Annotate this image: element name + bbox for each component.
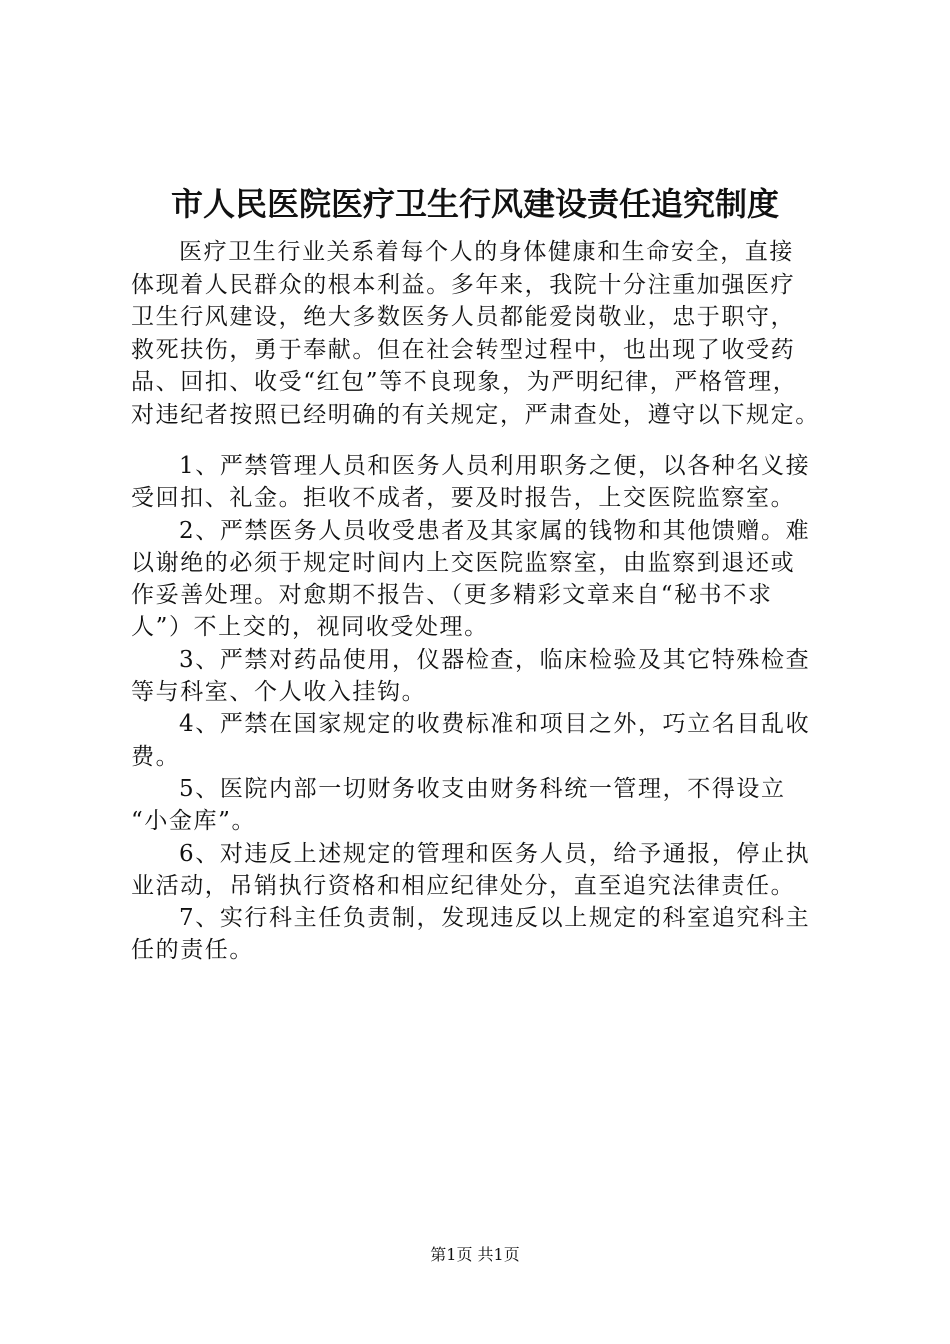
intro-paragraph	[131, 236, 831, 431]
intro-line: 体现着人民群众的根本利益。多年来，我院十分注重加强医疗	[131, 271, 796, 298]
rule-line: 任的责任。	[131, 937, 254, 964]
rule-line: 6、对违反上述规定的管理和医务人员，给予通报，停止执	[179, 840, 811, 867]
intro-line: 医疗卫生行业关系着每个人的身体健康和生命安全，直接	[179, 239, 794, 265]
intro-line: 品、回扣、收受“红包”等不良现象，为严明纪律，严格管理，	[131, 369, 798, 395]
rule-line: 费。	[131, 743, 181, 770]
rule-item-6	[131, 838, 831, 903]
rule-line: 等与科室、个人收入挂钩。	[131, 679, 427, 706]
rule-line: 人”）不上交的，视同收受处理。	[131, 614, 489, 641]
rule-item-1	[131, 450, 831, 515]
rule-item-3	[131, 644, 831, 709]
rule-line: 以谢绝的必须于规定时间内上交医院监察室，由监察到退还或	[131, 549, 796, 576]
page-footer: 第1页 共1页	[430, 1245, 520, 1264]
rule-item-5	[131, 773, 831, 838]
rule-line: 7、实行科主任负责制，发现违反以上规定的科室追究科主	[179, 905, 811, 932]
intro-line: 对违纪者按照已经明确的有关规定，严肃查处，遵守以下规定。	[131, 401, 820, 428]
rule-line: 5、医院内部一切财务收支由财务科统一管理，不得设立	[179, 775, 786, 802]
rule-line: “小金库”。	[131, 808, 257, 835]
page-title: 市人民医院医疗卫生行风建设责任追究制度	[170, 185, 779, 223]
rule-line: 2、严禁医务人员收受患者及其家属的钱物和其他馈赠。难	[179, 517, 811, 544]
rule-line: 受回扣、礼金。拒收不成者，要及时报告，上交医院监察室。	[131, 485, 796, 512]
intro-line: 卫生行风建设，绝大多数医务人员都能爱岗敬业，忠于职守，	[131, 304, 796, 330]
rule-item-2	[131, 515, 831, 644]
rule-line: 作妥善处理。对愈期不报告、（更多精彩文章来自“秘书不求	[131, 582, 773, 609]
rule-line: 4、严禁在国家规定的收费标准和项目之外，巧立名目乱收	[179, 711, 811, 738]
rule-line: 1、严禁管理人员和医务人员利用职务之便，以各种名义接	[179, 453, 811, 479]
rule-line: 业活动，吊销执行资格和相应纪律处分，直至追究法律责任。	[131, 872, 796, 899]
rule-line: 3、严禁对药品使用，仪器检查，临床检验及其它特殊检查	[179, 646, 811, 673]
rule-item-7	[131, 902, 831, 967]
intro-line: 救死扶伤，勇于奉献。但在社会转型过程中，也出现了收受药	[131, 336, 796, 363]
rule-item-4	[131, 708, 831, 773]
rules-list	[131, 450, 831, 967]
